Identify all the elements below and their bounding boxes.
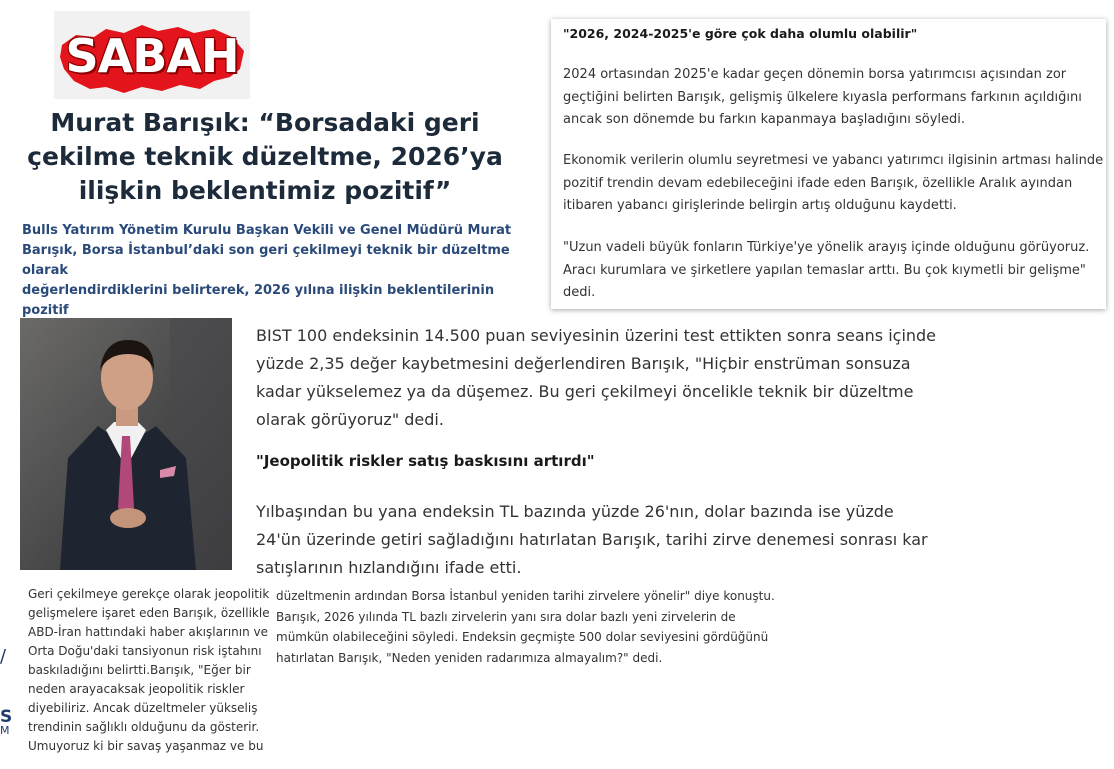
quote-line: Aracı kurumlara ve şirketlere yapılan temaslar arttı. Bu çok kıymetli bir gelişme" [563,262,1086,278]
lead-line: değerlendirdiklerini belirterek, 2026 yılına ilişkin beklentilerinin pozitif [22,283,495,318]
left-column-text [28,585,268,756]
headline-line: ilişkin beklentimiz pozitif” [78,176,452,205]
body-line: Yılbaşından bu yana endeksin TL bazında yüzde 26'nın, dolar bazında ise yüzde [256,502,894,521]
sabah-logo[interactable] [54,11,250,99]
body-line: BIST 100 endeksinin 14.500 puan seviyesinin üzerini test ettikten sonra seans içinde [256,326,937,345]
column-line: Geri çekilmeye gerekçe olarak jeopolitik [28,587,270,601]
column-line: ABD-İran hattındaki haber akışlarının ve [28,625,269,639]
column-line: diyebiliriz. Ancak düzeltmeler yükseliş [28,701,258,715]
column-line: baskıladığını belirtti.Barışık, "Eğer bir [28,663,251,677]
quote-line: "Uzun vadeli büyük fonların Türkiye'ye yönelik arayış içinde olduğunu görüyoruz. [563,240,1090,255]
lead-line: Bulls Yatırım Yönetim Kurulu Başkan Vekili ve Genel Müdürü Murat [22,223,512,238]
column-line: Orta Doğu'daki tansiyonun risk iştahını [28,644,262,658]
column-line: düzeltmenin ardından Borsa İstanbul yeniden tarihi zirvelere yönelir" diye konuştu. [276,589,775,603]
lead-line: Barışık, Borsa İstanbul’daki son geri çekilmeyi teknik bir düzeltme olarak [22,243,510,278]
body-line: satışlarının hızlandığını ifade etti. [256,558,522,577]
edge-fragment: / [0,646,7,667]
section-subhead: "Jeopolitik riskler satış baskısını artırdı" [256,452,595,470]
quote-line: Ekonomik verilerin olumlu seyretmesi ve yabancı yatırımcı ilgisinin artması halinde [563,153,1104,168]
body-line: kadar yükselemez ya da düşemez. Bu geri çekilmeyi öncelikle teknik bir düzeltme [256,382,914,401]
column-line: trendinin sağlıklı olduğunu da gösterir. [28,720,260,734]
quote-line: geçtiğini belirten Barışık, gelişmiş ülkelere kıyasla performans farkının açıldığını [563,89,1082,105]
headline-line: Murat Barışık: “Borsadaki geri [50,108,480,137]
edge-fragment: S [0,707,13,727]
body-line: 24'ün üzerinde getiri sağladığını hatırlatan Barışık, tarihi zirve denemesi sonrası kar [256,530,928,549]
article-body-paragraph [256,322,937,434]
quote-card [551,19,1106,309]
body-line: olarak görüyoruz" dedi. [256,410,444,429]
column-line: Barışık, 2026 yılında TL bazlı zirvelerin yanı sıra dolar bazlı yeni zirvelerin de [276,609,736,624]
column-line: hatırlatan Barışık, "Neden yeniden radarımıza almayalım?" dedi. [276,650,663,665]
column-line: neden arayacaksak jeopolitik riskler [28,682,245,696]
quote-line: 2024 ortasından 2025'e kadar geçen dönemin borsa yatırımcısı açısından zor [563,67,1067,82]
quote-line: ancak son dönemde bu farkın kapanmaya başladığını söyledi. [563,112,966,127]
logo-text: SABAH [65,29,239,83]
column-line: mümkün olabileceğini söyledi. Endeksin geçmişte 500 dolar seviyesini gördüğünü [276,630,769,644]
body-line: yüzde 2,35 değer kaybetmesini değerlendiren Barışık, "Hiçbir enstrüman sonsuza [256,354,911,373]
right-column-text [276,586,796,668]
quote-line: dedi. [563,285,596,300]
edge-fragment: M [0,724,10,737]
portrait-photo [20,318,232,570]
quote-title: "2026, 2024-2025'e göre çok daha olumlu olabilir" [563,26,918,41]
quote-line: pozitif trendin devam edebileceğini ifade eden Barışık, özellikle Aralık ayından [563,175,1073,191]
article-body-paragraph [256,498,928,582]
column-line: Umuyoruz ki bir savaş yaşanmaz ve bu [28,739,264,753]
quote-line: itibaren yabancı girişlerinde belirgin artış olduğunu kaydetti. [563,198,957,213]
headline-line: çekilme teknik düzeltme, 2026’ya [27,142,503,171]
column-line: gelişmelere işaret eden Barışık, özellikle [28,606,270,620]
article-headline [20,106,510,208]
